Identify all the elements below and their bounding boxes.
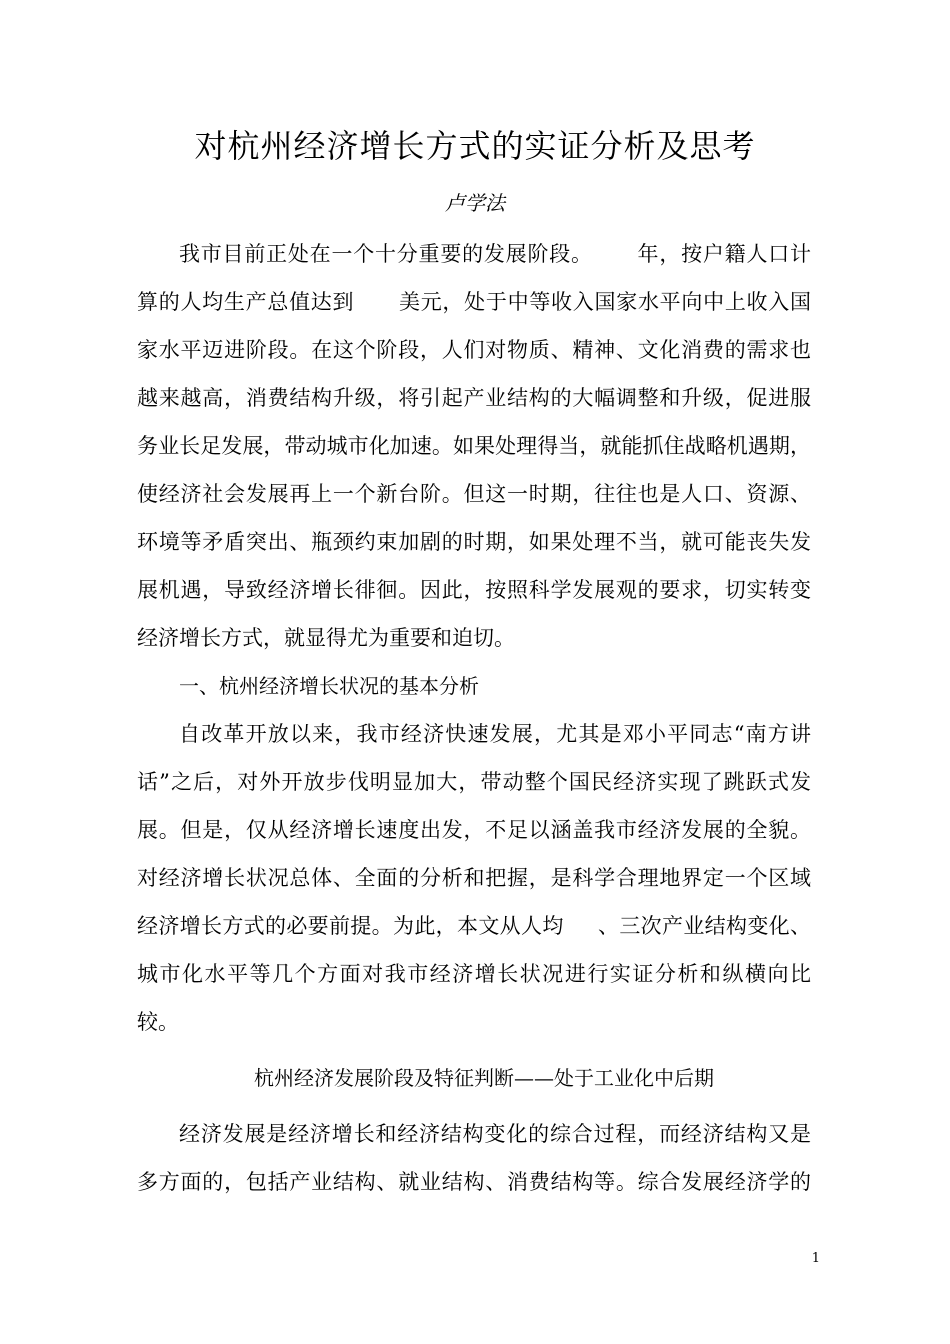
paragraph-line: 务业长足发展，带动城市化加速。如果处理得当，就能抓住战略机遇期， [137, 434, 811, 458]
paragraph-line: 展机遇，导致经济增长徘徊。因此，按照科学发展观的要求，切实转变 [137, 578, 811, 602]
paragraph-line: 家水平迈进阶段。在这个阶段，人们对物质、精神、文化消费的需求也 [137, 338, 811, 362]
text-segment: 年，按户籍人口计 [636, 242, 812, 266]
section-heading: 一、杭州经济增长状况的基本分析 [179, 674, 479, 698]
paragraph-line: 自改革开放以来，我市经济快速发展，尤其是邓小平同志“南方讲 [179, 722, 811, 746]
paragraph-line: 对经济增长状况总体、全面的分析和把握，是科学合理地界定一个区域 [137, 866, 811, 890]
paragraph-line: 环境等矛盾突出、瓶颈约束加剧的时期，如果处理不当，就可能丧失发 [137, 530, 811, 554]
paragraph-analysis [137, 710, 811, 1046]
paragraph-line: 经济发展是经济增长和经济结构变化的综合过程，而经济结构又是 [179, 1122, 811, 1146]
text-segment: 、三次产业结构变化、 [597, 914, 812, 938]
document-body [137, 230, 811, 1206]
paragraph-line [137, 278, 811, 326]
page-number: 1 [811, 1251, 820, 1266]
paragraph-line: 城市化水平等几个方面对我市经济增长状况进行实证分析和纵横向比 [137, 962, 811, 986]
paragraph-line [137, 230, 811, 278]
text-segment: 经济增长方式的必要前提。为此，本文从人均 [137, 914, 564, 938]
subsection-heading: 杭州经济发展阶段及特征判断——处于工业化中后期 [254, 1066, 714, 1090]
paragraph-stage [137, 1110, 811, 1206]
paragraph-line: 多方面的，包括产业结构、就业结构、消费结构等。综合发展经济学的 [137, 1170, 811, 1194]
paragraph-line: 话”之后，对外开放步伐明显加大，带动整个国民经济实现了跳跃式发 [137, 770, 811, 794]
document-title: 对杭州经济增长方式的实证分析及思考 [194, 127, 756, 165]
paragraph-line: 使经济社会发展再上一个新台阶。但这一时期，往往也是人口、资源、 [137, 482, 811, 506]
text-segment: 美元，处于中等收入国家水平向中上收入国 [398, 290, 812, 314]
paragraph-line: 展。但是，仅从经济增长速度出发，不足以涵盖我市经济发展的全貌。 [137, 818, 811, 842]
author-name: 卢学法 [445, 191, 505, 215]
paragraph-line: 经济增长方式，就显得尤为重要和迫切。 [137, 626, 515, 650]
text-segment: 算的人均生产总值达到 [137, 290, 355, 314]
paragraph-line [137, 902, 811, 950]
paragraph-intro [137, 230, 811, 662]
text-segment: 我市目前正处在一个十分重要的发展阶段。 [179, 242, 593, 266]
paragraph-line: 越来越高，消费结构升级，将引起产业结构的大幅调整和升级，促进服 [137, 386, 811, 410]
paragraph-line: 较。 [137, 1010, 179, 1034]
